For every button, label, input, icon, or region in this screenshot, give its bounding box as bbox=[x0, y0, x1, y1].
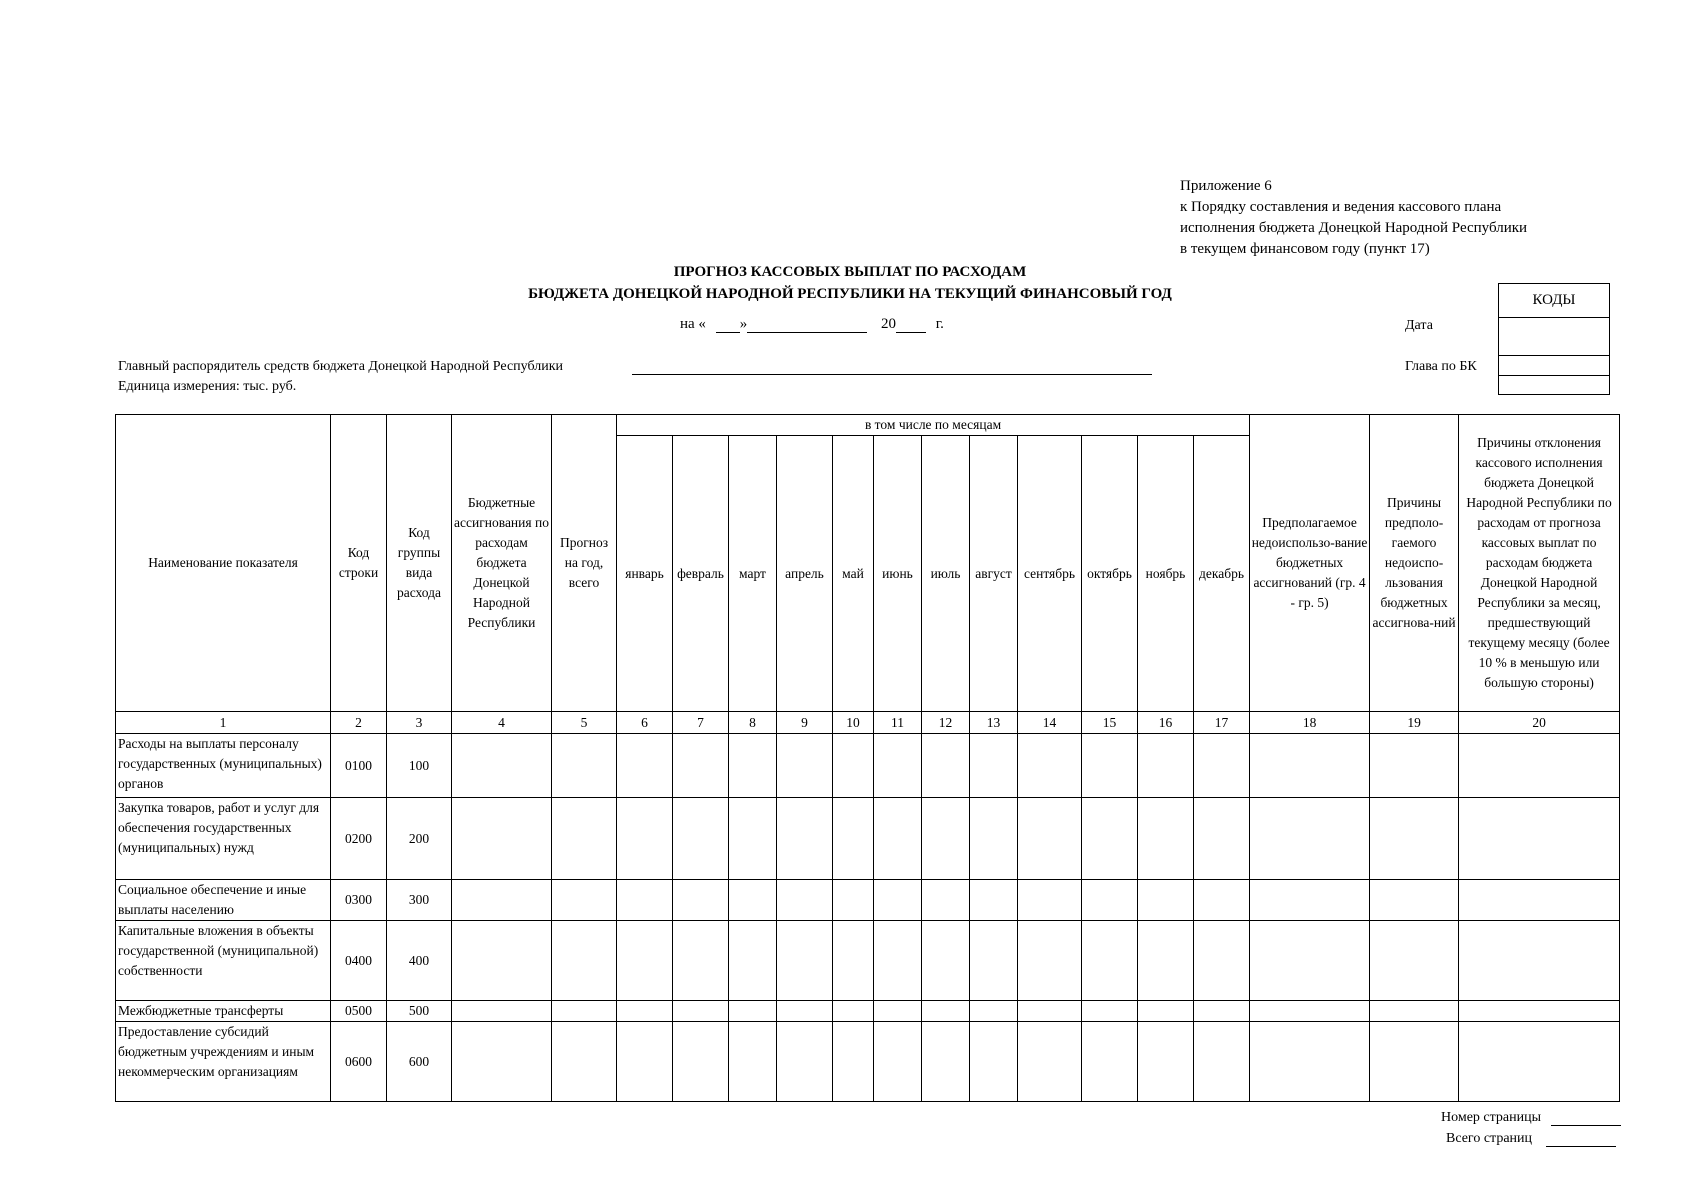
appendix-note bbox=[1180, 176, 1527, 260]
value-cell[interactable] bbox=[673, 798, 729, 880]
value-cell[interactable] bbox=[1370, 798, 1459, 880]
column-number: 14 bbox=[1018, 712, 1082, 734]
value-cell[interactable] bbox=[874, 798, 922, 880]
extra-code-cell[interactable] bbox=[1499, 376, 1610, 395]
column-number: 3 bbox=[387, 712, 452, 734]
value-cell[interactable] bbox=[1250, 880, 1370, 921]
row-code: 0600 bbox=[331, 1022, 387, 1102]
value-cell[interactable] bbox=[874, 921, 922, 1001]
value-cell[interactable] bbox=[777, 734, 833, 798]
column-number: 6 bbox=[617, 712, 673, 734]
value-cell[interactable] bbox=[1194, 1022, 1250, 1102]
column-number: 1 bbox=[116, 712, 331, 734]
value-cell[interactable] bbox=[452, 798, 552, 880]
value-cell[interactable] bbox=[833, 798, 874, 880]
column-number: 16 bbox=[1138, 712, 1194, 734]
value-cell[interactable] bbox=[970, 1001, 1018, 1022]
value-cell[interactable] bbox=[777, 798, 833, 880]
value-cell[interactable] bbox=[1018, 921, 1082, 1001]
value-cell[interactable] bbox=[1138, 734, 1194, 798]
value-cell[interactable] bbox=[833, 1001, 874, 1022]
header-month: август bbox=[970, 436, 1018, 712]
chapter-label: Глава по БК bbox=[1405, 359, 1477, 374]
column-number: 20 bbox=[1459, 712, 1620, 734]
total-pages-label: Всего страниц bbox=[1446, 1131, 1533, 1146]
value-cell[interactable] bbox=[617, 880, 673, 921]
value-cell[interactable] bbox=[729, 1022, 777, 1102]
value-cell[interactable] bbox=[874, 1022, 922, 1102]
value-cell[interactable] bbox=[1018, 1001, 1082, 1022]
column-number: 4 bbox=[452, 712, 552, 734]
value-cell[interactable] bbox=[833, 734, 874, 798]
date-quote-close: » bbox=[739, 316, 748, 332]
page-number bbox=[1441, 1110, 1621, 1126]
table-row bbox=[116, 734, 1620, 798]
header-month: июль bbox=[922, 436, 970, 712]
value-cell[interactable] bbox=[777, 1001, 833, 1022]
value-cell[interactable] bbox=[922, 1001, 970, 1022]
header-month: октябрь bbox=[1082, 436, 1138, 712]
column-number: 7 bbox=[673, 712, 729, 734]
value-cell[interactable] bbox=[1018, 880, 1082, 921]
value-cell[interactable] bbox=[1194, 734, 1250, 798]
value-cell[interactable] bbox=[673, 1022, 729, 1102]
value-cell[interactable] bbox=[874, 734, 922, 798]
value-cell[interactable] bbox=[673, 921, 729, 1001]
value-cell[interactable] bbox=[452, 1022, 552, 1102]
row-code: 0100 bbox=[331, 734, 387, 798]
column-number: 18 bbox=[1250, 712, 1370, 734]
month-field[interactable] bbox=[747, 318, 867, 333]
header-month: март bbox=[729, 436, 777, 712]
value-cell[interactable] bbox=[617, 921, 673, 1001]
row-name: Социальное обеспечение и иные выплаты населению bbox=[116, 880, 331, 921]
forecast-table bbox=[115, 414, 1620, 1102]
value-cell[interactable] bbox=[1082, 1001, 1138, 1022]
day-field[interactable] bbox=[716, 318, 740, 333]
value-cell[interactable] bbox=[552, 798, 617, 880]
value-cell[interactable] bbox=[1082, 1022, 1138, 1102]
value-cell[interactable] bbox=[777, 880, 833, 921]
value-cell[interactable] bbox=[1194, 1001, 1250, 1022]
value-cell[interactable] bbox=[970, 798, 1018, 880]
appendix-line: в текущем финансовом году (пункт 17) bbox=[1180, 241, 1430, 257]
value-cell[interactable] bbox=[1370, 921, 1459, 1001]
value-cell[interactable] bbox=[1138, 798, 1194, 880]
value-cell[interactable] bbox=[970, 734, 1018, 798]
value-cell[interactable] bbox=[452, 734, 552, 798]
value-cell[interactable] bbox=[1082, 798, 1138, 880]
value-cell[interactable] bbox=[673, 734, 729, 798]
row-code: 0400 bbox=[331, 921, 387, 1001]
value-cell[interactable] bbox=[1459, 1001, 1620, 1022]
header-month: апрель bbox=[777, 436, 833, 712]
header-row-code: Код строки bbox=[331, 415, 387, 712]
appendix-line: к Порядку составления и ведения кассового плана bbox=[1180, 199, 1502, 215]
row-group-code: 100 bbox=[387, 734, 452, 798]
value-cell[interactable] bbox=[874, 880, 922, 921]
value-cell[interactable] bbox=[729, 880, 777, 921]
appendix-line: исполнения бюджета Донецкой Народной Республики bbox=[1180, 220, 1528, 236]
year-field[interactable] bbox=[896, 318, 926, 333]
value-cell[interactable] bbox=[452, 921, 552, 1001]
column-number: 2 bbox=[331, 712, 387, 734]
row-group-code: 600 bbox=[387, 1022, 452, 1102]
value-cell[interactable] bbox=[552, 734, 617, 798]
header-month: сентябрь bbox=[1018, 436, 1082, 712]
value-cell[interactable] bbox=[777, 1022, 833, 1102]
column-number: 5 bbox=[552, 712, 617, 734]
value-cell[interactable] bbox=[922, 880, 970, 921]
header-underuse: Предполагаемое недоиспользо-вание бюджетных ассигнований (гр. 4 - гр. 5) bbox=[1250, 415, 1370, 712]
column-number: 17 bbox=[1194, 712, 1250, 734]
column-number: 8 bbox=[729, 712, 777, 734]
date-prefix: на « bbox=[680, 316, 706, 332]
value-cell[interactable] bbox=[1018, 1022, 1082, 1102]
value-cell[interactable] bbox=[1194, 921, 1250, 1001]
value-cell[interactable] bbox=[970, 921, 1018, 1001]
value-cell[interactable] bbox=[729, 734, 777, 798]
column-number: 10 bbox=[833, 712, 874, 734]
value-cell[interactable] bbox=[552, 921, 617, 1001]
appendix-line: Приложение 6 bbox=[1180, 178, 1272, 194]
value-cell[interactable] bbox=[833, 1022, 874, 1102]
row-name: Предоставление субсидий бюджетным учреждениям и иным некоммерческим организациям bbox=[116, 1022, 331, 1102]
header-month: январь bbox=[617, 436, 673, 712]
value-cell[interactable] bbox=[1018, 798, 1082, 880]
table-row bbox=[116, 880, 1620, 921]
column-number: 9 bbox=[777, 712, 833, 734]
document-title-line1: ПРОГНОЗ КАССОВЫХ ВЫПЛАТ ПО РАСХОДАМ bbox=[673, 264, 1027, 280]
value-cell[interactable] bbox=[970, 1022, 1018, 1102]
row-name: Закупка товаров, работ и услуг для обеспечения государственных (муниципальных) нужд bbox=[116, 798, 331, 880]
value-cell[interactable] bbox=[552, 880, 617, 921]
value-cell[interactable] bbox=[1370, 734, 1459, 798]
row-code: 0500 bbox=[331, 1001, 387, 1022]
value-cell[interactable] bbox=[1082, 734, 1138, 798]
row-code: 0300 bbox=[331, 880, 387, 921]
value-cell[interactable] bbox=[1250, 1001, 1370, 1022]
value-cell[interactable] bbox=[1370, 880, 1459, 921]
value-cell[interactable] bbox=[874, 1001, 922, 1022]
column-number: 19 bbox=[1370, 712, 1459, 734]
value-cell[interactable] bbox=[833, 880, 874, 921]
value-cell[interactable] bbox=[1138, 1001, 1194, 1022]
header-underuse-reasons: Причины предполо-гаемого недоиспо-льзования бюджетных ассигнова-ний bbox=[1370, 415, 1459, 712]
value-cell[interactable] bbox=[922, 798, 970, 880]
row-group-code: 400 bbox=[387, 921, 452, 1001]
value-cell[interactable] bbox=[777, 921, 833, 1001]
header-deviation-reasons: Причины отклонения кассового исполнения бюджета Донецкой Народной Республики по расходам от прогноза кассовых выплат по расходам бюджета Донецкой Народной Республики за месяц, предшествующий текущему месяцу (более 10 % в меньшую или большую стороны) bbox=[1459, 415, 1620, 712]
header-name: Наименование показателя bbox=[116, 415, 331, 712]
page-number-field[interactable] bbox=[1551, 1111, 1621, 1126]
value-cell[interactable] bbox=[1138, 1022, 1194, 1102]
value-cell[interactable] bbox=[452, 880, 552, 921]
date-code-cell[interactable] bbox=[1499, 318, 1610, 356]
value-cell[interactable] bbox=[1459, 921, 1620, 1001]
value-cell[interactable] bbox=[1138, 921, 1194, 1001]
header-month: июнь bbox=[874, 436, 922, 712]
row-group-code: 300 bbox=[387, 880, 452, 921]
value-cell[interactable] bbox=[1138, 880, 1194, 921]
value-cell[interactable] bbox=[1194, 880, 1250, 921]
column-number: 11 bbox=[874, 712, 922, 734]
grbs-input-line[interactable] bbox=[632, 374, 1152, 375]
value-cell[interactable] bbox=[1082, 880, 1138, 921]
value-cell[interactable] bbox=[1018, 734, 1082, 798]
value-cell[interactable] bbox=[1459, 880, 1620, 921]
value-cell[interactable] bbox=[729, 921, 777, 1001]
document-title-line2: БЮДЖЕТА ДОНЕЦКОЙ НАРОДНОЙ РЕСПУБЛИКИ НА ТЕКУЩИЙ ФИНАНСОВЫЙ ГОД bbox=[528, 286, 1172, 302]
value-cell[interactable] bbox=[1250, 798, 1370, 880]
value-cell[interactable] bbox=[617, 1022, 673, 1102]
header-month: ноябрь bbox=[1138, 436, 1194, 712]
value-cell[interactable] bbox=[673, 1001, 729, 1022]
value-cell[interactable] bbox=[922, 734, 970, 798]
header-appropriations: Бюджетные ассигнования по расходам бюджета Донецкой Народной Республики bbox=[452, 415, 552, 712]
value-cell[interactable] bbox=[729, 1001, 777, 1022]
value-cell[interactable] bbox=[729, 798, 777, 880]
value-cell[interactable] bbox=[1194, 798, 1250, 880]
table-row bbox=[116, 921, 1620, 1001]
table-row bbox=[116, 1001, 1620, 1022]
date-label: Дата bbox=[1405, 318, 1433, 333]
value-cell[interactable] bbox=[922, 1022, 970, 1102]
header-group-code: Код группы вида расхода bbox=[387, 415, 452, 712]
date-suffix: г. bbox=[935, 316, 944, 332]
value-cell[interactable] bbox=[1370, 1022, 1459, 1102]
value-cell[interactable] bbox=[552, 1001, 617, 1022]
row-code: 0200 bbox=[331, 798, 387, 880]
year-prefix: 20 bbox=[880, 316, 896, 332]
codes-table bbox=[1498, 283, 1610, 395]
value-cell[interactable] bbox=[673, 880, 729, 921]
row-name: Расходы на выплаты персоналу государственных (муниципальных) органов bbox=[116, 734, 331, 798]
value-cell[interactable] bbox=[1250, 734, 1370, 798]
header-months-group: в том числе по месяцам bbox=[617, 415, 1250, 436]
total-pages-field[interactable] bbox=[1546, 1132, 1616, 1147]
value-cell[interactable] bbox=[1370, 1001, 1459, 1022]
value-cell[interactable] bbox=[1459, 734, 1620, 798]
value-cell[interactable] bbox=[1082, 921, 1138, 1001]
value-cell[interactable] bbox=[922, 921, 970, 1001]
value-cell[interactable] bbox=[1459, 798, 1620, 880]
value-cell[interactable] bbox=[617, 1001, 673, 1022]
table-row bbox=[116, 798, 1620, 880]
page-number-label: Номер страницы bbox=[1441, 1110, 1542, 1125]
column-number: 13 bbox=[970, 712, 1018, 734]
value-cell[interactable] bbox=[833, 921, 874, 1001]
column-number: 15 bbox=[1082, 712, 1138, 734]
row-group-code: 200 bbox=[387, 798, 452, 880]
column-number: 12 bbox=[922, 712, 970, 734]
column-number-row bbox=[116, 712, 1620, 734]
table-row bbox=[116, 1022, 1620, 1102]
value-cell[interactable] bbox=[1250, 921, 1370, 1001]
row-name: Капитальные вложения в объекты государственной (муниципальной) собственности bbox=[116, 921, 331, 1001]
value-cell[interactable] bbox=[970, 880, 1018, 921]
row-group-code: 500 bbox=[387, 1001, 452, 1022]
total-pages bbox=[1446, 1131, 1616, 1147]
unit-label: Единица измерения: тыс. руб. bbox=[118, 379, 297, 394]
chapter-code-cell[interactable] bbox=[1499, 356, 1610, 376]
value-cell[interactable] bbox=[617, 798, 673, 880]
codes-header: КОДЫ bbox=[1499, 284, 1610, 318]
value-cell[interactable] bbox=[452, 1001, 552, 1022]
header-month: май bbox=[833, 436, 874, 712]
value-cell[interactable] bbox=[552, 1022, 617, 1102]
value-cell[interactable] bbox=[617, 734, 673, 798]
grbs-label: Главный распорядитель средств бюджета Донецкой Народной Республики bbox=[118, 359, 564, 374]
header-month: февраль bbox=[673, 436, 729, 712]
header-forecast: Прогноз на год, всего bbox=[552, 415, 617, 712]
value-cell[interactable] bbox=[1459, 1022, 1620, 1102]
date-line bbox=[680, 316, 944, 333]
row-name: Межбюджетные трансферты bbox=[116, 1001, 331, 1022]
value-cell[interactable] bbox=[1250, 1022, 1370, 1102]
header-month: декабрь bbox=[1194, 436, 1250, 712]
